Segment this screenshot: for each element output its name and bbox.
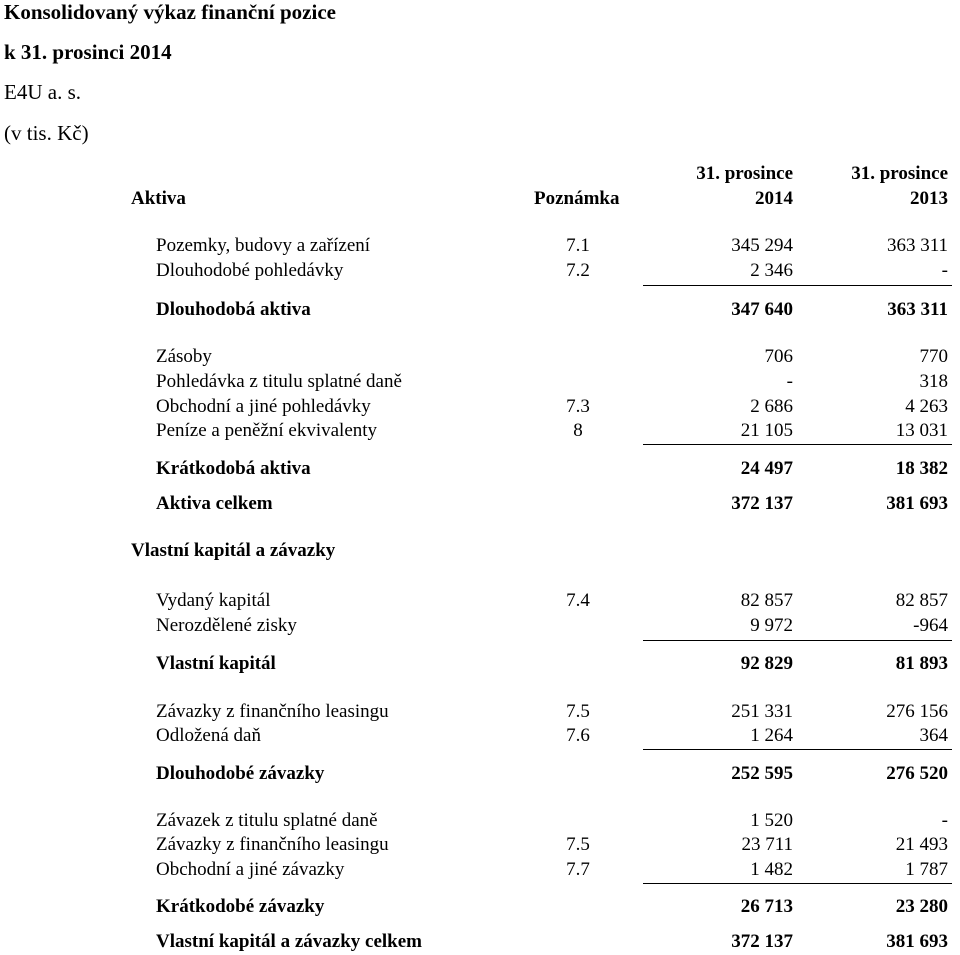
row-label: Dlouhodobé pohledávky [156,260,344,281]
row-value-2014: 1 520 [750,810,793,831]
table-row [0,614,960,638]
column-header-2013-line1: 31. prosince [851,163,948,184]
subtotal-rule [795,444,952,445]
row-value-2014: 1 482 [750,859,793,880]
table-row [0,833,960,857]
table-row [0,259,960,283]
row-value-2013: - [941,810,948,831]
row-value-2013: - [941,260,948,281]
total-row [0,930,960,954]
row-value-2013: 82 857 [895,590,948,611]
row-value-2013: 276 156 [886,701,948,722]
row-value-2013: 81 893 [895,653,948,674]
row-value-2014: 251 331 [731,701,793,722]
row-value-2013: 381 693 [886,931,948,952]
report-title: Konsolidovaný výkaz finanční pozice [4,0,336,24]
row-label: Pohledávka z titulu splatné daně [156,371,402,392]
subtotal-rule [643,749,795,750]
row-label: Závazky z finančního leasingu [156,701,389,722]
subtotal-row [0,762,960,786]
row-label: Nerozdělené zisky [156,615,297,636]
row-label: Pozemky, budovy a zařízení [156,235,371,256]
row-value-2014: 9 972 [750,615,793,636]
row-value-2013: 770 [919,346,948,367]
table-row [0,234,960,258]
row-value-2014: 372 137 [731,931,793,952]
table-row [0,395,960,419]
row-label: Vlastní kapitál a závazky celkem [156,931,422,952]
row-label: Aktiva celkem [156,493,273,514]
row-value-2013: 363 311 [886,235,948,256]
row-label: Vlastní kapitál [156,653,276,674]
subtotal-rule [643,883,795,884]
table-row [0,809,960,833]
row-note: 7.7 [566,859,590,880]
row-value-2014: 2 346 [750,260,793,281]
row-value-2013: 21 493 [895,834,948,855]
table-row [0,419,960,443]
row-value-2014: 2 686 [750,396,793,417]
subtotal-row [0,652,960,676]
table-row [0,724,960,748]
row-value-2013: 363 311 [887,299,948,320]
subtotal-rule [643,444,795,445]
column-header-2014-line2: 2014 [755,188,793,209]
row-label: Krátkodobá aktiva [156,458,311,479]
row-label: Dlouhodobé závazky [156,763,325,784]
row-value-2014: 345 294 [731,235,793,256]
column-header-poznamka: Poznámka [534,188,620,209]
row-note: 8 [573,420,583,441]
column-header-aktiva: Aktiva [131,188,186,209]
total-row [0,492,960,516]
row-value-2014: 82 857 [740,590,793,611]
row-value-2014: 1 264 [750,725,793,746]
row-note: 7.1 [566,235,590,256]
row-value-2013: 318 [919,371,948,392]
row-value-2014: 706 [764,346,793,367]
subtotal-rule [643,285,795,286]
row-label: Obchodní a jiné závazky [156,859,345,880]
currency-unit: (v tis. Kč) [4,121,89,145]
subtotal-rule [795,285,952,286]
subtotal-rule [795,883,952,884]
row-value-2013: 276 520 [886,763,948,784]
row-note: 7.2 [566,260,590,281]
row-value-2014: 21 105 [740,420,793,441]
row-label: Odložená daň [156,725,261,746]
row-value-2013: 23 280 [895,896,948,917]
row-value-2014: 26 713 [740,896,793,917]
table-row [0,345,960,369]
row-value-2014: 252 595 [731,763,793,784]
row-label: Peníze a peněžní ekvivalenty [156,420,378,441]
row-value-2014: 24 497 [740,458,793,479]
row-value-2013: 364 [919,725,948,746]
report-date: k 31. prosinci 2014 [4,40,172,64]
row-value-2013: -964 [913,615,948,636]
row-value-2014: - [786,371,793,392]
subtotal-rule [795,749,952,750]
row-note: 7.5 [566,701,590,722]
row-value-2013: 381 693 [886,493,948,514]
row-value-2013: 13 031 [895,420,948,441]
subtotal-row [0,457,960,481]
subtotal-row [0,895,960,919]
subtotal-rule [643,640,795,641]
row-value-2014: 92 829 [740,653,793,674]
subtotal-row [0,298,960,322]
table-row [0,700,960,724]
subtotal-rule [795,640,952,641]
column-header-2014-line1: 31. prosince [696,163,793,184]
row-value-2014: 372 137 [731,493,793,514]
row-label: Závazek z titulu splatné daně [156,810,378,831]
row-note: 7.4 [566,590,590,611]
row-label: Závazky z finančního leasingu [156,834,389,855]
row-value-2013: 18 382 [895,458,948,479]
row-label: Obchodní a jiné pohledávky [156,396,371,417]
column-header-2013-line2: 2013 [910,188,948,209]
row-value-2013: 4 263 [905,396,948,417]
section-heading [0,539,960,563]
row-label: Krátkodobé závazky [156,896,325,917]
table-row [0,370,960,394]
row-value-2013: 1 787 [905,859,948,880]
table-row [0,589,960,613]
row-note: 7.3 [566,396,590,417]
row-label: Zásoby [156,346,212,367]
company-name: E4U a. s. [4,80,81,104]
row-label: Vydaný kapitál [156,590,271,611]
row-note: 7.5 [566,834,590,855]
row-note: 7.6 [566,725,590,746]
row-label: Dlouhodobá aktiva [156,299,311,320]
table-row [0,858,960,882]
section-heading-label: Vlastní kapitál a závazky [131,540,336,561]
row-value-2014: 23 711 [741,834,793,855]
row-value-2014: 347 640 [731,299,793,320]
